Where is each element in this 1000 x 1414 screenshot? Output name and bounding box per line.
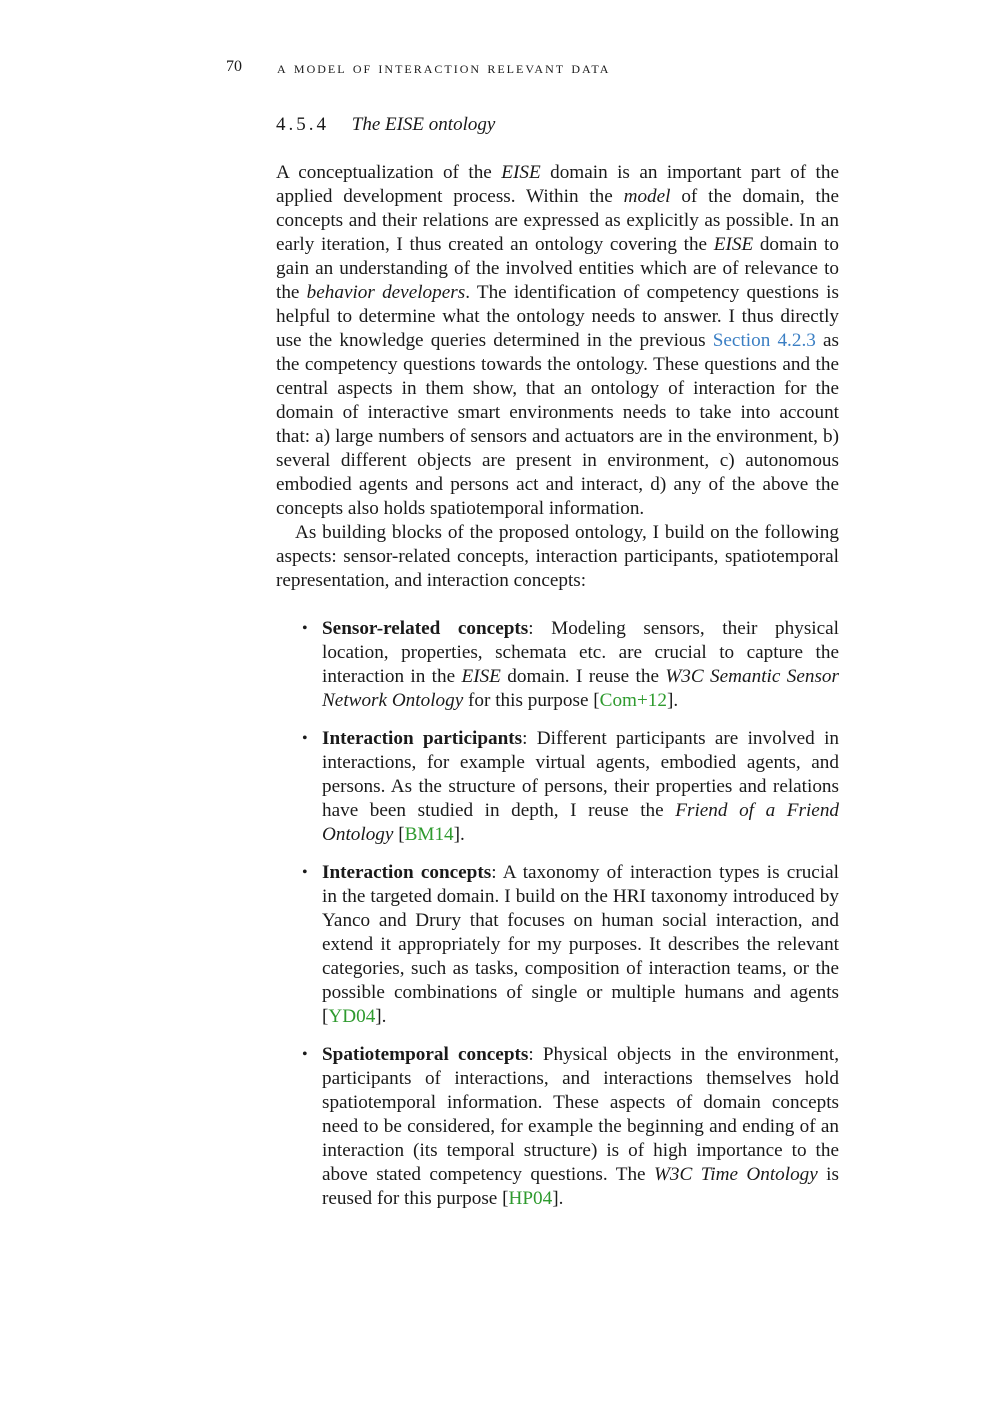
emphasis: behavior developers xyxy=(306,282,466,303)
text: ]. xyxy=(552,1188,564,1209)
text: : Different participants are involved in interactions, for example virtual agents, embodied agents, and persons. As the structure of persons, their properties and relations have been studied in depth, I reuse the xyxy=(322,728,839,821)
page-number: 70 xyxy=(226,58,242,75)
bullet-icon: • xyxy=(302,620,308,637)
bullet-icon: • xyxy=(302,1046,308,1063)
bullet-icon: • xyxy=(302,864,308,881)
paragraph-2: As building blocks of the proposed ontology, I build on the following aspects: sensor-related concepts, interaction participants, spatiotemporal representation, and interaction concepts: xyxy=(276,522,839,591)
text: . The identification of competency questions is helpful to determine what the ontology needs to answer. I thus directly use the knowledge queries determined in the previous xyxy=(276,282,839,351)
emphasis: model xyxy=(623,186,671,207)
list-item-term: Interaction concepts xyxy=(322,862,492,883)
text: ]. xyxy=(453,824,465,845)
emphasis: EISE xyxy=(713,234,754,255)
text: as the competency questions towards the ontology. These questions and the central aspects in them show, that an ontology of interaction for the domain of interactive smart environments needs to take into account that: a) large numbers of sensors and actuators are in the environment, b) several different objects are present in environment, c) autonomous embodied agents and persons act and interact, d) any of the above the concepts also holds spatiotemporal information. xyxy=(276,330,839,519)
citation-link[interactable]: HP04 xyxy=(508,1188,553,1209)
emphasis: Friend of a Friend Ontology xyxy=(322,800,840,845)
text: A conceptualization of the xyxy=(276,162,502,183)
text: : Modeling sensors, their physical location, properties, schemata etc. are crucial to capture the interaction in the xyxy=(322,618,839,687)
text: domain to gain an understanding of the involved entities which are of relevance to the xyxy=(276,234,839,303)
text: ]. xyxy=(375,1006,387,1027)
text: for this purpose [ xyxy=(463,690,600,711)
text: is reused for this purpose [ xyxy=(322,1164,839,1209)
chapter-title: a model of interaction relevant data xyxy=(277,58,611,77)
text: domain is an important part of the applied development process. Within the xyxy=(276,162,839,207)
running-header xyxy=(226,58,610,78)
list-item-term: Interaction participants xyxy=(322,728,523,749)
bullet-icon: • xyxy=(302,730,308,747)
list-item xyxy=(276,1043,839,1211)
text: ]. xyxy=(666,690,679,711)
emphasis: W3C Time Ontology xyxy=(653,1164,818,1185)
text: : Physical objects in the environment, participants of interactions, and interactions themselves hold spatiotemporal information. These aspects of domain concepts need to be considered, for example the beginning and ending of an interaction (its temporal structure) is of high importance to the above stated competency questions. The xyxy=(322,1044,840,1185)
paragraph-1 xyxy=(276,161,839,521)
text: of the domain, the concepts and their relations are expressed as explicitly as possible. In an early iteration, I thus created an ontology covering the xyxy=(276,186,839,255)
section-title: The EISE ontology xyxy=(351,114,496,135)
text: domain. I reuse the xyxy=(500,666,666,687)
section-number: 4.5.4 xyxy=(276,114,329,135)
list-item xyxy=(276,617,839,713)
list-item-term: Sensor-related concepts xyxy=(322,618,529,639)
citation-link[interactable]: YD04 xyxy=(328,1006,376,1027)
section-reference-link[interactable]: Section 4.2.3 xyxy=(712,330,816,351)
emphasis: W3C Semantic Sensor Network Ontology xyxy=(322,666,839,711)
citation-link[interactable]: Com+12 xyxy=(599,690,667,711)
list-item-term: Spatiotemporal concepts xyxy=(322,1044,529,1065)
emphasis: EISE xyxy=(501,162,541,183)
text: [ xyxy=(393,824,405,845)
emphasis: EISE xyxy=(461,666,501,687)
list-item xyxy=(276,861,839,1029)
text: : A taxonomy of interaction types is crucial in the targeted domain. I build on the HRI taxonomy introduced by Yanco and Drury that focuses on human social interaction, and extend it appropriately for my purposes. It describes the relevant categories, such as tasks, composition of interaction teams, or the possible combinations of single or multiple humans and agents [ xyxy=(322,862,839,1027)
citation-link[interactable]: BM14 xyxy=(404,824,454,845)
bullet-list xyxy=(276,617,839,1211)
body-text xyxy=(276,161,839,1225)
list-item xyxy=(276,727,839,847)
section-heading xyxy=(276,114,495,136)
